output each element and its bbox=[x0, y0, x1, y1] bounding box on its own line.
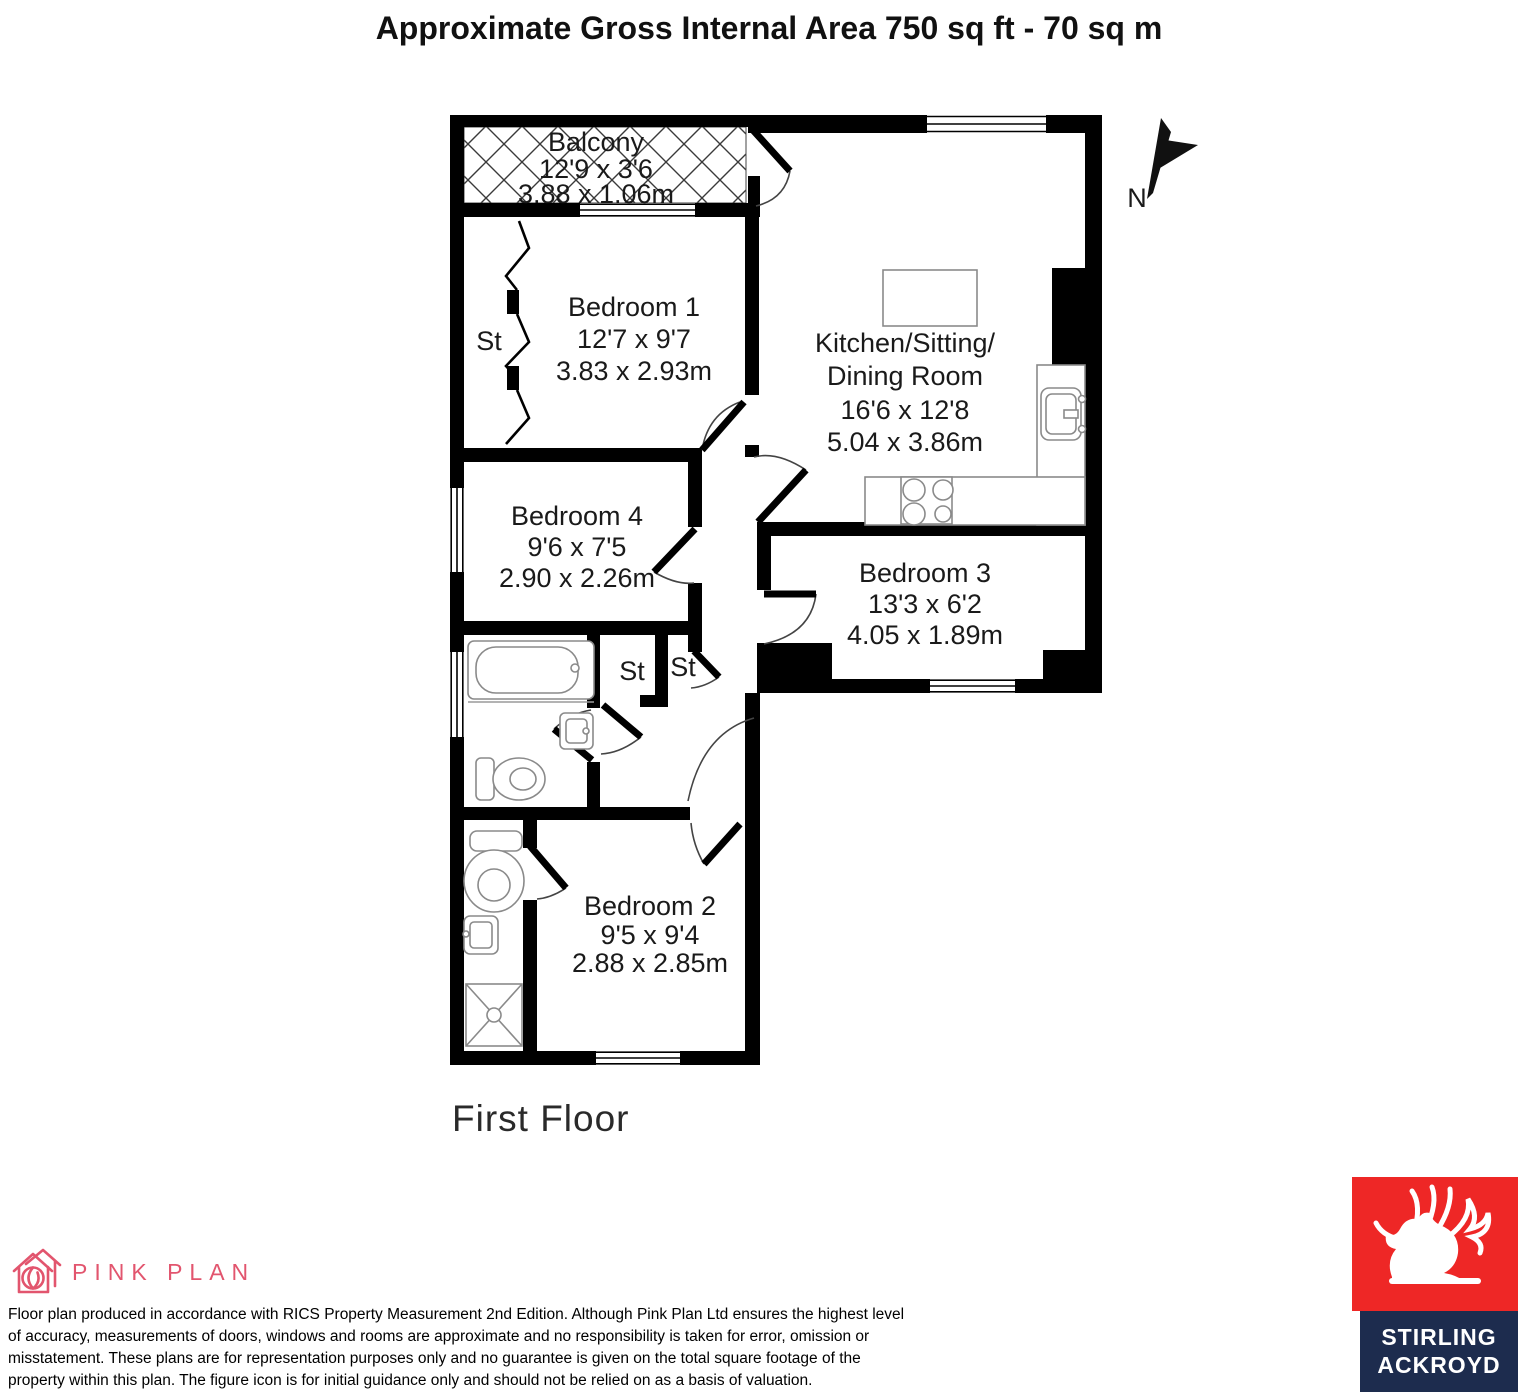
shower bbox=[466, 984, 522, 1046]
bedroom2-imperial: 9'5 x 9'4 bbox=[600, 920, 700, 950]
agency-name-line1: STIRLING bbox=[1381, 1324, 1497, 1350]
kitchen-sink bbox=[1041, 388, 1086, 440]
page-title: Approximate Gross Internal Area 750 sq ft - 70 sq m bbox=[375, 10, 1163, 46]
bedroom3-name: Bedroom 3 bbox=[858, 558, 992, 588]
bathroom-toilet bbox=[476, 758, 545, 800]
agency-name-line2: ACKROYD bbox=[1377, 1352, 1501, 1378]
bedroom4-name: Bedroom 4 bbox=[510, 501, 644, 531]
kitchen-imperial: 16'6 x 12'8 bbox=[840, 395, 970, 425]
kitchen-name-2: Dining Room bbox=[826, 361, 984, 391]
griffin-icon bbox=[1352, 1177, 1518, 1311]
bedroom3-metric: 4.05 x 1.89m bbox=[846, 620, 1004, 650]
ensuite-sink bbox=[463, 916, 498, 954]
bedroom1-imperial: 12'7 x 9'7 bbox=[577, 324, 691, 354]
storage-label-hall-right: St bbox=[670, 652, 696, 682]
kitchen-unit bbox=[883, 270, 977, 326]
storage-label-bedroom1: St bbox=[476, 326, 502, 356]
bedroom4-metric: 2.90 x 2.26m bbox=[498, 563, 656, 593]
kitchen-name-1: Kitchen/Sitting/ bbox=[814, 328, 996, 358]
bathroom-sink bbox=[560, 713, 593, 749]
balcony-imperial: 12'9 x 3'6 bbox=[539, 154, 653, 184]
north-arrow bbox=[1127, 118, 1198, 213]
bedroom4-imperial: 9'6 x 7'5 bbox=[527, 532, 627, 562]
pink-plan-logo-icon bbox=[10, 1244, 64, 1300]
bedroom1-metric: 3.83 x 2.93m bbox=[555, 356, 713, 386]
hob bbox=[901, 477, 953, 525]
north-label: N bbox=[1127, 183, 1147, 213]
bedroom2-metric: 2.88 x 2.85m bbox=[571, 948, 729, 978]
balcony-name: Balcony bbox=[547, 127, 645, 157]
bedroom3-imperial: 13'3 x 6'2 bbox=[868, 589, 982, 619]
room-labels bbox=[476, 127, 1003, 978]
pink-plan-brand-name: PINK PLAN bbox=[72, 1259, 256, 1285]
balcony-metric: 3.88 x 1.06m bbox=[517, 179, 675, 209]
bathtub bbox=[468, 641, 594, 702]
agency-name bbox=[1360, 1311, 1518, 1392]
folding-door bbox=[506, 221, 529, 444]
disclaimer-text: Floor plan produced in accordance with RICS Property Measurement 2nd Edition. Although Pink Plan Ltd ensures the highest level of accuracy, measurements of doors, windows and rooms are approximate and no responsibility is taken for error, omission or misstatement. These plans are for representation purposes only and no guarantee is given on the total square footage of the property within this plan. The figure icon is for initial guidance only and should not be relied on as a basis of valuation. bbox=[8, 1306, 905, 1389]
kitchen-metric: 5.04 x 3.86m bbox=[826, 427, 984, 457]
bedroom1-name: Bedroom 1 bbox=[567, 292, 701, 322]
bedroom2-name: Bedroom 2 bbox=[583, 891, 717, 921]
floor-label: First Floor bbox=[452, 1098, 630, 1139]
agency-logo bbox=[1352, 1177, 1518, 1311]
ensuite-toilet bbox=[464, 831, 524, 912]
storage-label-hall-left: St bbox=[619, 656, 645, 686]
